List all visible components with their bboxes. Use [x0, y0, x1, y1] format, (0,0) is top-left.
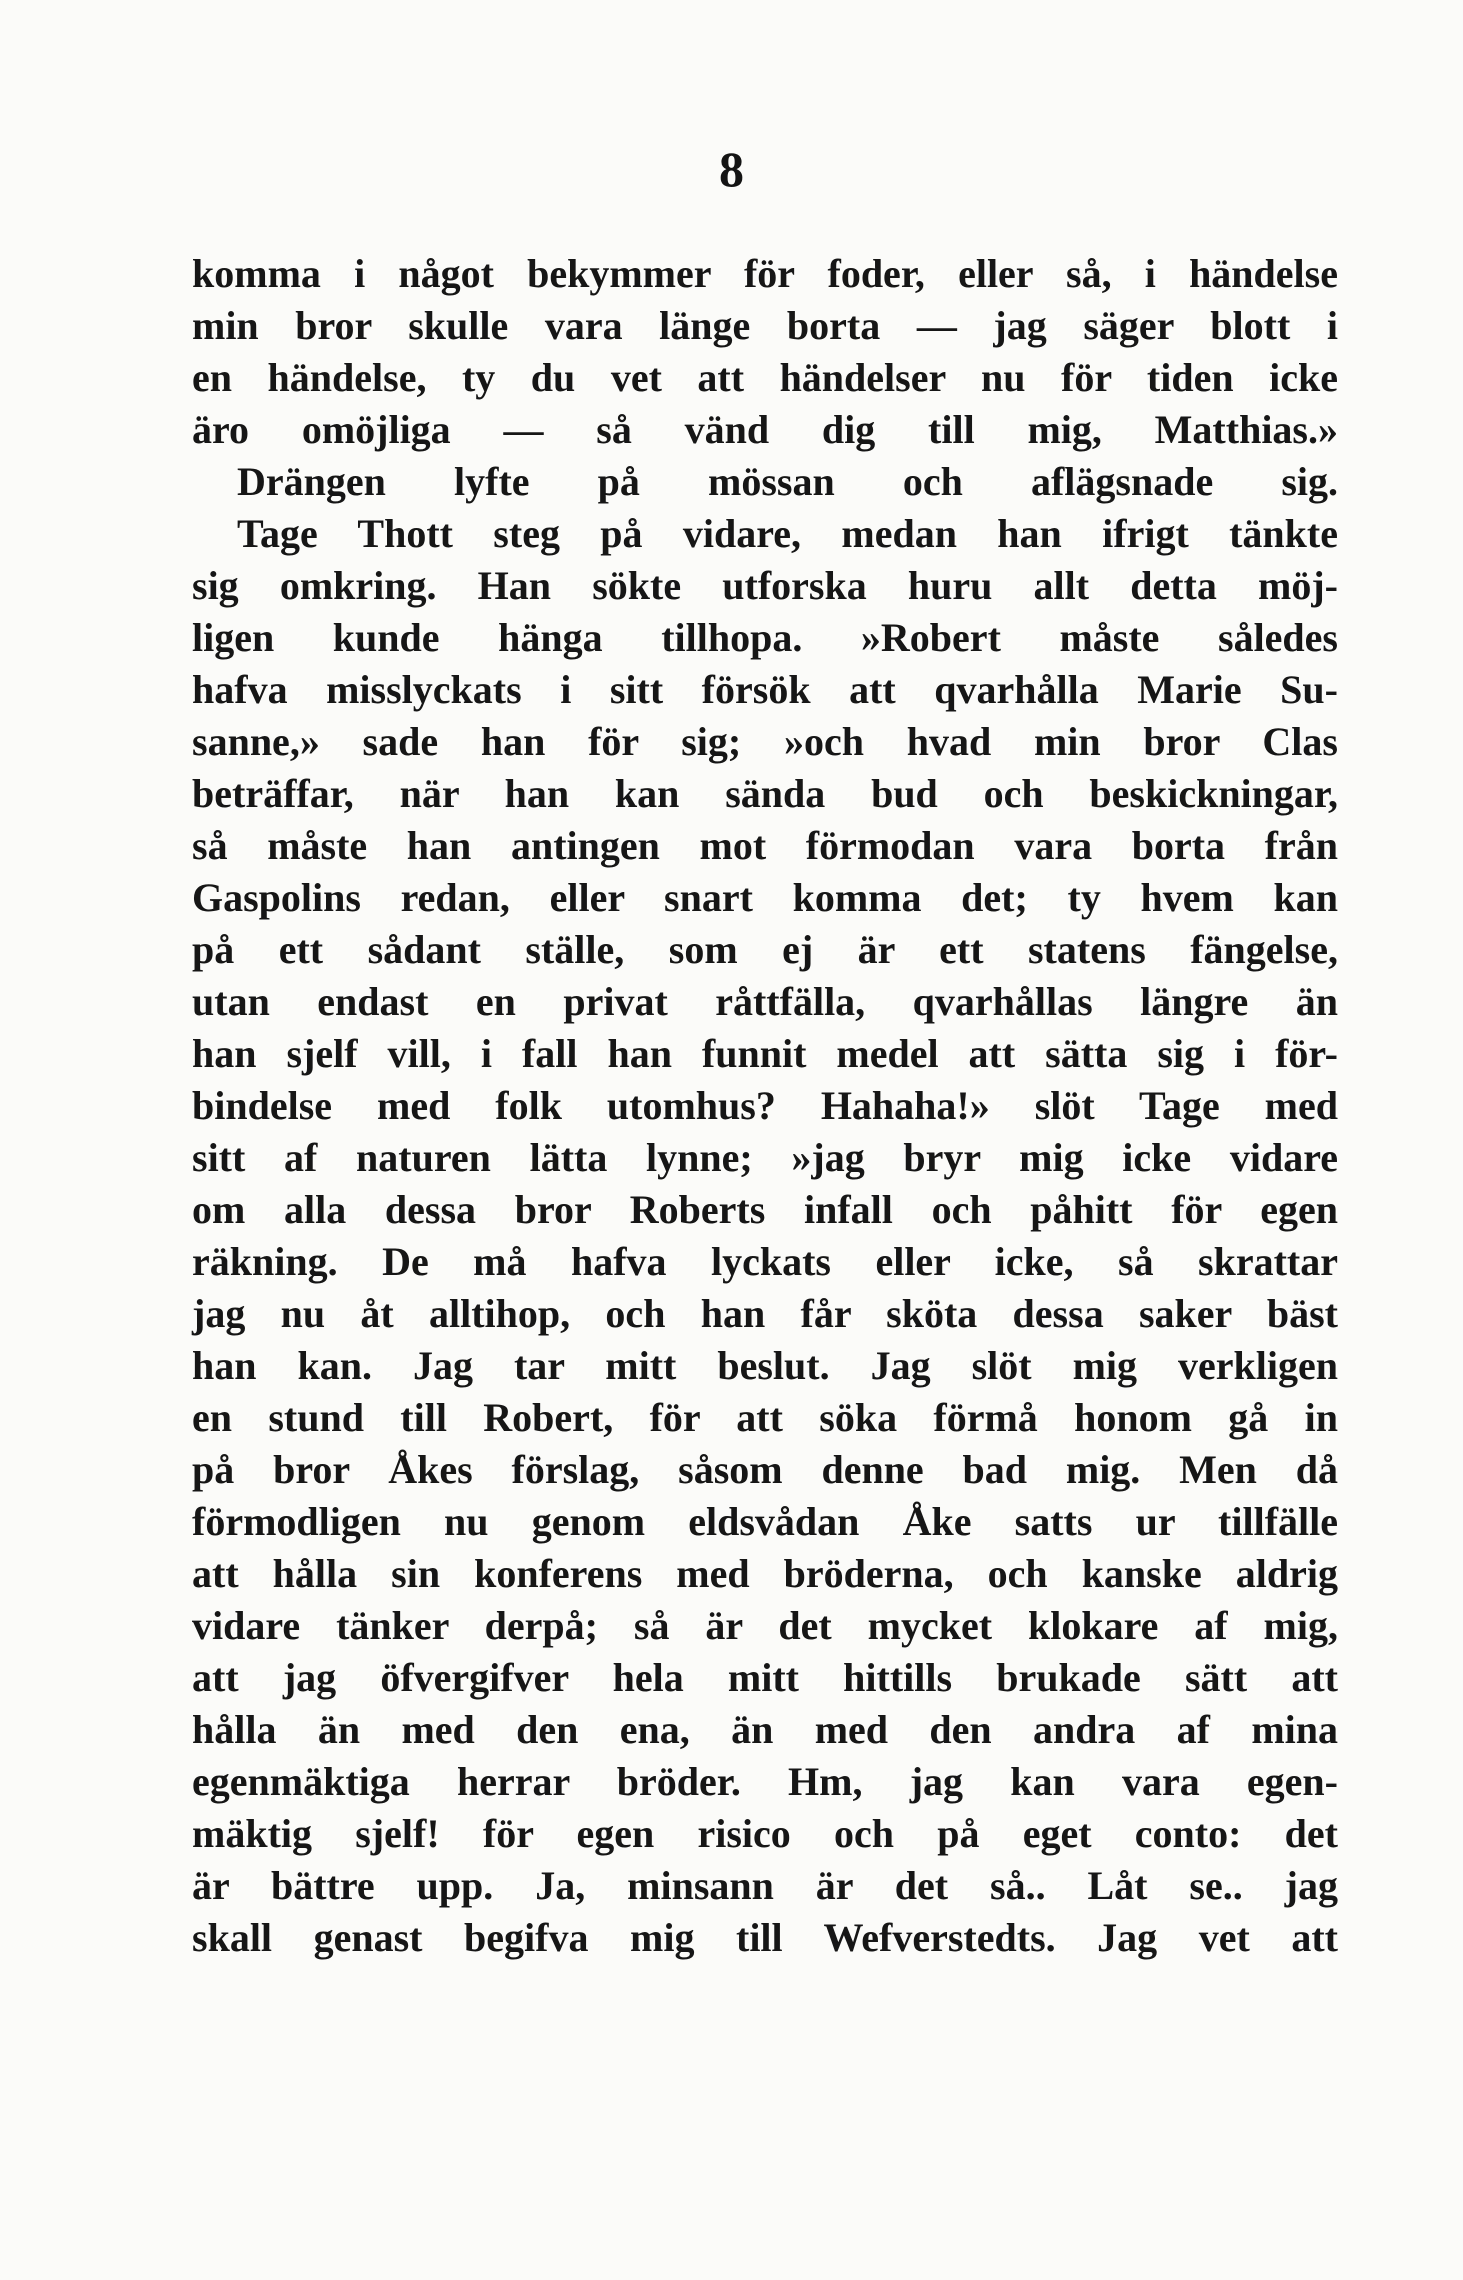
- text-line: att jag öfvergifver hela mitt hittills brukade sätt att: [192, 1655, 1338, 1700]
- page-number: 8: [719, 141, 744, 197]
- text-line: sanne,» sade han för sig; »och hvad min bror Clas: [192, 719, 1338, 764]
- text-line: räkning. De må hafva lyckats eller icke, så skrattar: [192, 1239, 1338, 1284]
- text-line: komma i något bekymmer för foder, eller så, i händelse: [192, 251, 1338, 296]
- text-line: Tage Thott steg på vidare, medan han ifrigt tänkte: [237, 511, 1338, 556]
- text-line: om alla dessa bror Roberts infall och påhitt för egen: [192, 1187, 1338, 1232]
- text-line: på ett sådant ställe, som ej är ett statens fängelse,: [192, 927, 1338, 972]
- text-line: att hålla sin konferens med bröderna, och kanske aldrig: [192, 1551, 1338, 1596]
- text-line: skall genast begifva mig till Wefverstedts. Jag vet att: [192, 1915, 1338, 1960]
- text-line: en stund till Robert, för att söka förmå honom gå in: [192, 1395, 1338, 1440]
- text-line: sitt af naturen lätta lynne; »jag bryr mig icke vidare: [192, 1135, 1338, 1180]
- text-line: min bror skulle vara länge borta — jag säger blott i: [192, 303, 1338, 348]
- text-line: förmodligen nu genom eldsvådan Åke satts ur tillfälle: [192, 1499, 1338, 1544]
- text-line: på bror Åkes förslag, såsom denne bad mig. Men då: [192, 1447, 1338, 1492]
- text-line: är bättre upp. Ja, minsann är det så.. Låt se.. jag: [192, 1863, 1338, 1908]
- text-line: han kan. Jag tar mitt beslut. Jag slöt mig verkligen: [192, 1343, 1338, 1388]
- text-line: bindelse med folk utomhus? Hahaha!» slöt Tage med: [192, 1083, 1338, 1128]
- text-line: Gaspolins redan, eller snart komma det; ty hvem kan: [192, 875, 1338, 920]
- text-line: sig omkring. Han sökte utforska huru allt detta möj-: [192, 563, 1338, 608]
- text-line: ligen kunde hänga tillhopa. »Robert måste således: [192, 615, 1338, 660]
- text-line: en händelse, ty du vet att händelser nu för tiden icke: [192, 355, 1338, 400]
- text-line: äro omöjliga — så vänd dig till mig, Matthias.»: [192, 407, 1338, 452]
- body-text: [192, 248, 1338, 1964]
- text-line: hafva misslyckats i sitt försök att qvarhålla Marie Su-: [192, 667, 1338, 712]
- text-line: Drängen lyfte på mössan och aflägsnade sig.: [237, 459, 1338, 504]
- text-line: jag nu åt alltihop, och han får sköta dessa saker bäst: [192, 1291, 1338, 1336]
- text-line: utan endast en privat råttfälla, qvarhållas längre än: [192, 979, 1338, 1024]
- text-line: så måste han antingen mot förmodan vara borta från: [192, 823, 1338, 868]
- text-line: egenmäktiga herrar bröder. Hm, jag kan vara egen-: [192, 1759, 1338, 1804]
- text-line: mäktig sjelf! för egen risico och på eget conto: det: [192, 1811, 1338, 1856]
- text-line: hålla än med den ena, än med den andra af mina: [192, 1707, 1338, 1752]
- text-line: han sjelf vill, i fall han funnit medel att sätta sig i för-: [192, 1031, 1338, 1076]
- text-line: vidare tänker derpå; så är det mycket klokare af mig,: [192, 1603, 1338, 1648]
- text-line: beträffar, när han kan sända bud och beskickningar,: [192, 771, 1338, 816]
